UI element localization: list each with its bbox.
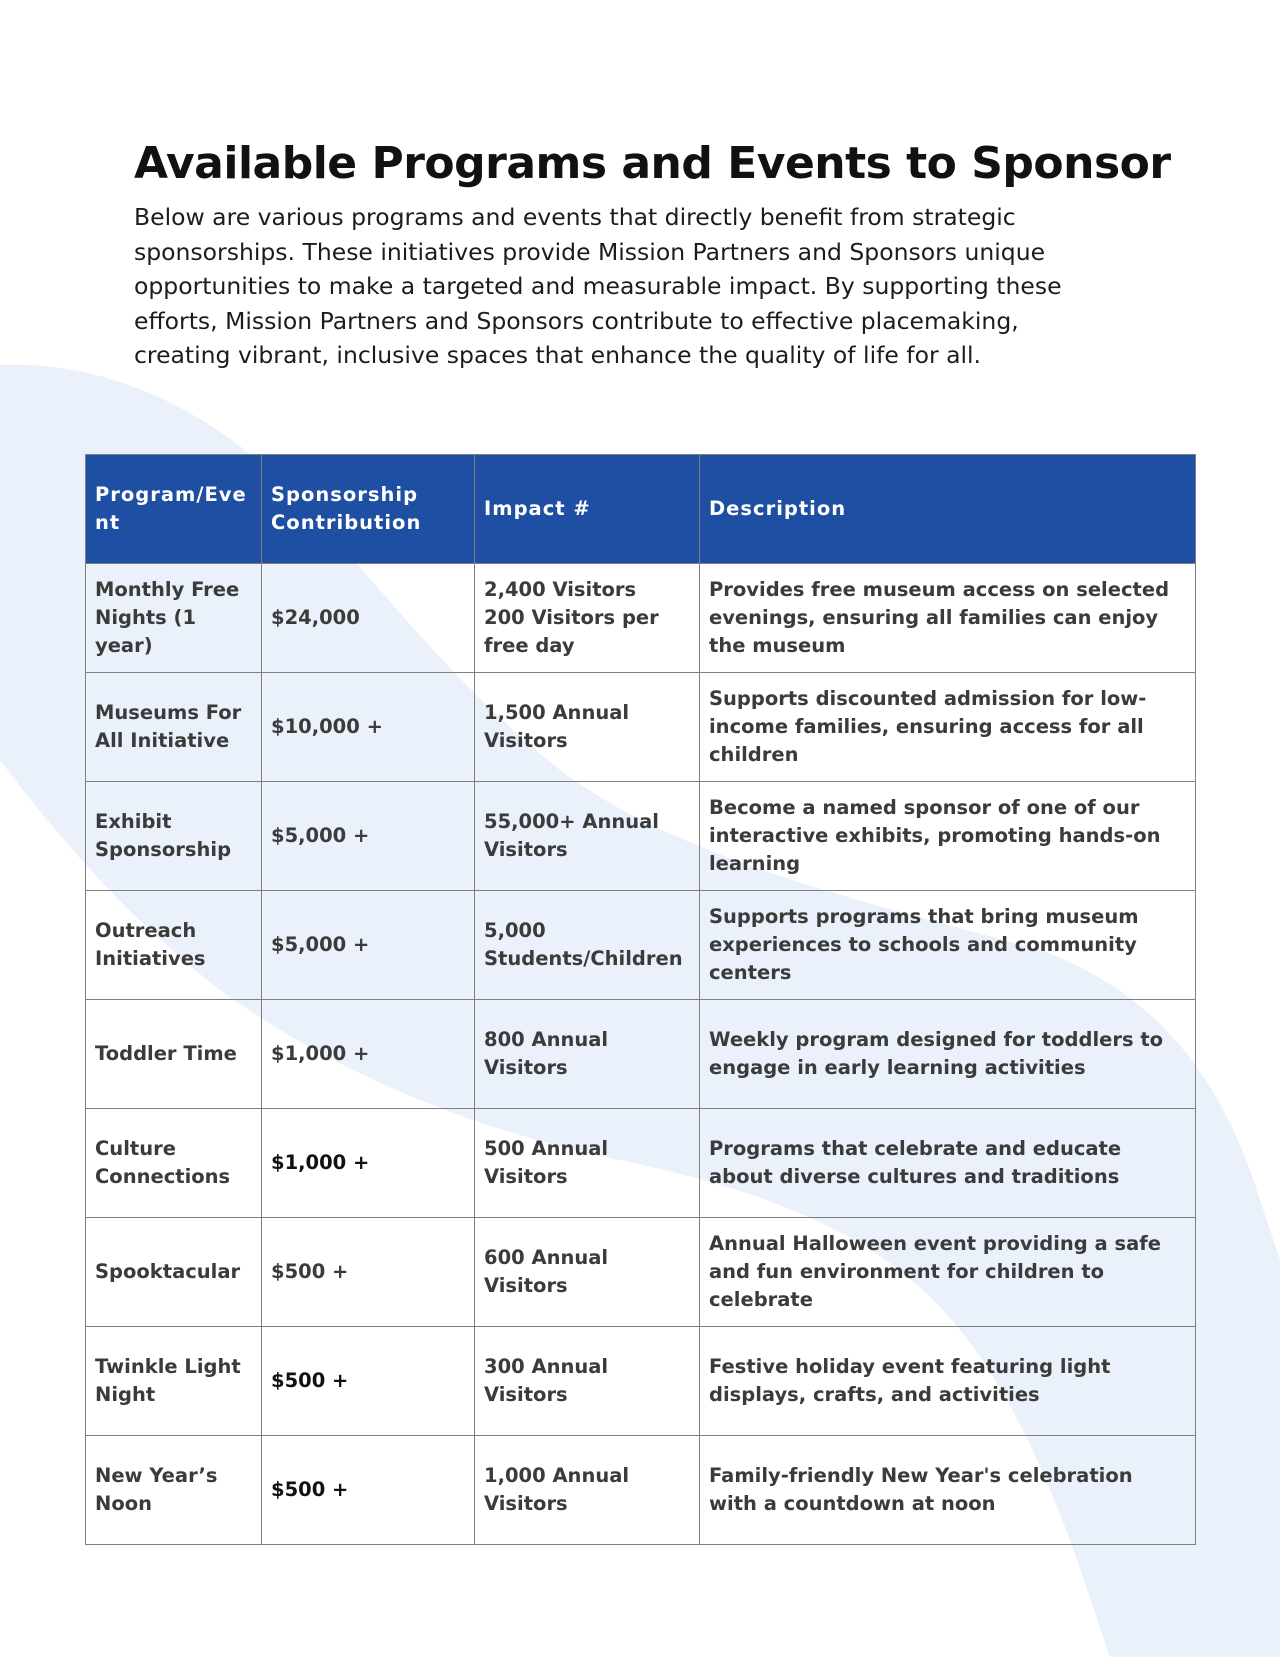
header-impact: Impact # [475, 455, 700, 564]
table-row [86, 1327, 1196, 1436]
contribution-cell: $10,000 + [262, 673, 475, 782]
contribution-cell: $1,000 + [262, 1000, 475, 1109]
sponsorship-table [85, 454, 1196, 1545]
impact-cell: 2,400 Visitors 200 Visitors per free day [475, 564, 700, 673]
table-header-row [86, 455, 1196, 564]
contribution-cell: $500 + [262, 1436, 475, 1545]
contribution-cell: $1,000 + [262, 1109, 475, 1218]
impact-cell: 5,000 Students/Children [475, 891, 700, 1000]
description-cell: Weekly program designed for toddlers to engage in early learning activities [700, 1000, 1196, 1109]
contribution-cell: $500 + [262, 1327, 475, 1436]
description-cell: Family-friendly New Year's celebration with a countdown at noon [700, 1436, 1196, 1545]
program-cell: Outreach Initiatives [86, 891, 262, 1000]
impact-cell: 500 Annual Visitors [475, 1109, 700, 1218]
program-cell: Culture Connections [86, 1109, 262, 1218]
header-contribution: Sponsorship Contribution [262, 455, 475, 564]
intro-paragraph: Below are various programs and events that directly benefit from strategic sponsorships. These initiatives provide Mission Partners and Sponsors unique opportunities to make a targeted and measurable impact. By supporting these efforts, Mission Partners and Sponsors contribute to effective placemaking, creating vibrant, inclusive spaces that enhance the quality of life for all. [134, 203, 1062, 369]
table-row [86, 891, 1196, 1000]
impact-cell: 1,500 Annual Visitors [475, 673, 700, 782]
contribution-cell: $5,000 + [262, 782, 475, 891]
header-description: Description [700, 455, 1196, 564]
table-row [86, 673, 1196, 782]
program-cell: Spooktacular [86, 1218, 262, 1327]
program-cell: Monthly Free Nights (1 year) [86, 564, 262, 673]
program-cell: Toddler Time [86, 1000, 262, 1109]
description-cell: Supports programs that bring museum experiences to schools and community centers [700, 891, 1196, 1000]
program-cell: Museums For All Initiative [86, 673, 262, 782]
table-row [86, 1218, 1196, 1327]
description-cell: Annual Halloween event providing a safe and fun environment for children to celebrate [700, 1218, 1196, 1327]
impact-cell: 600 Annual Visitors [475, 1218, 700, 1327]
table-row [86, 1436, 1196, 1545]
description-cell: Programs that celebrate and educate about diverse cultures and traditions [700, 1109, 1196, 1218]
impact-cell: 300 Annual Visitors [475, 1327, 700, 1436]
impact-cell: 800 Annual Visitors [475, 1000, 700, 1109]
description-cell: Become a named sponsor of one of our interactive exhibits, promoting hands-on learning [700, 782, 1196, 891]
contribution-cell: $500 + [262, 1218, 475, 1327]
page-title: Available Programs and Events to Sponsor [134, 138, 1171, 189]
contribution-cell: $24,000 [262, 564, 475, 673]
program-cell: Twinkle Light Night [86, 1327, 262, 1436]
description-cell: Provides free museum access on selected evenings, ensuring all families can enjoy the museum [700, 564, 1196, 673]
program-cell: New Year’s Noon [86, 1436, 262, 1545]
program-cell: Exhibit Sponsorship [86, 782, 262, 891]
table-row [86, 564, 1196, 673]
description-cell: Supports discounted admission for low-income families, ensuring access for all children [700, 673, 1196, 782]
table-row [86, 1109, 1196, 1218]
impact-cell: 55,000+ Annual Visitors [475, 782, 700, 891]
table-row [86, 1000, 1196, 1109]
impact-cell: 1,000 Annual Visitors [475, 1436, 700, 1545]
description-cell: Festive holiday event featuring light displays, crafts, and activities [700, 1327, 1196, 1436]
table-row [86, 782, 1196, 891]
header-program: Program/Eve nt [86, 455, 262, 564]
contribution-cell: $5,000 + [262, 891, 475, 1000]
